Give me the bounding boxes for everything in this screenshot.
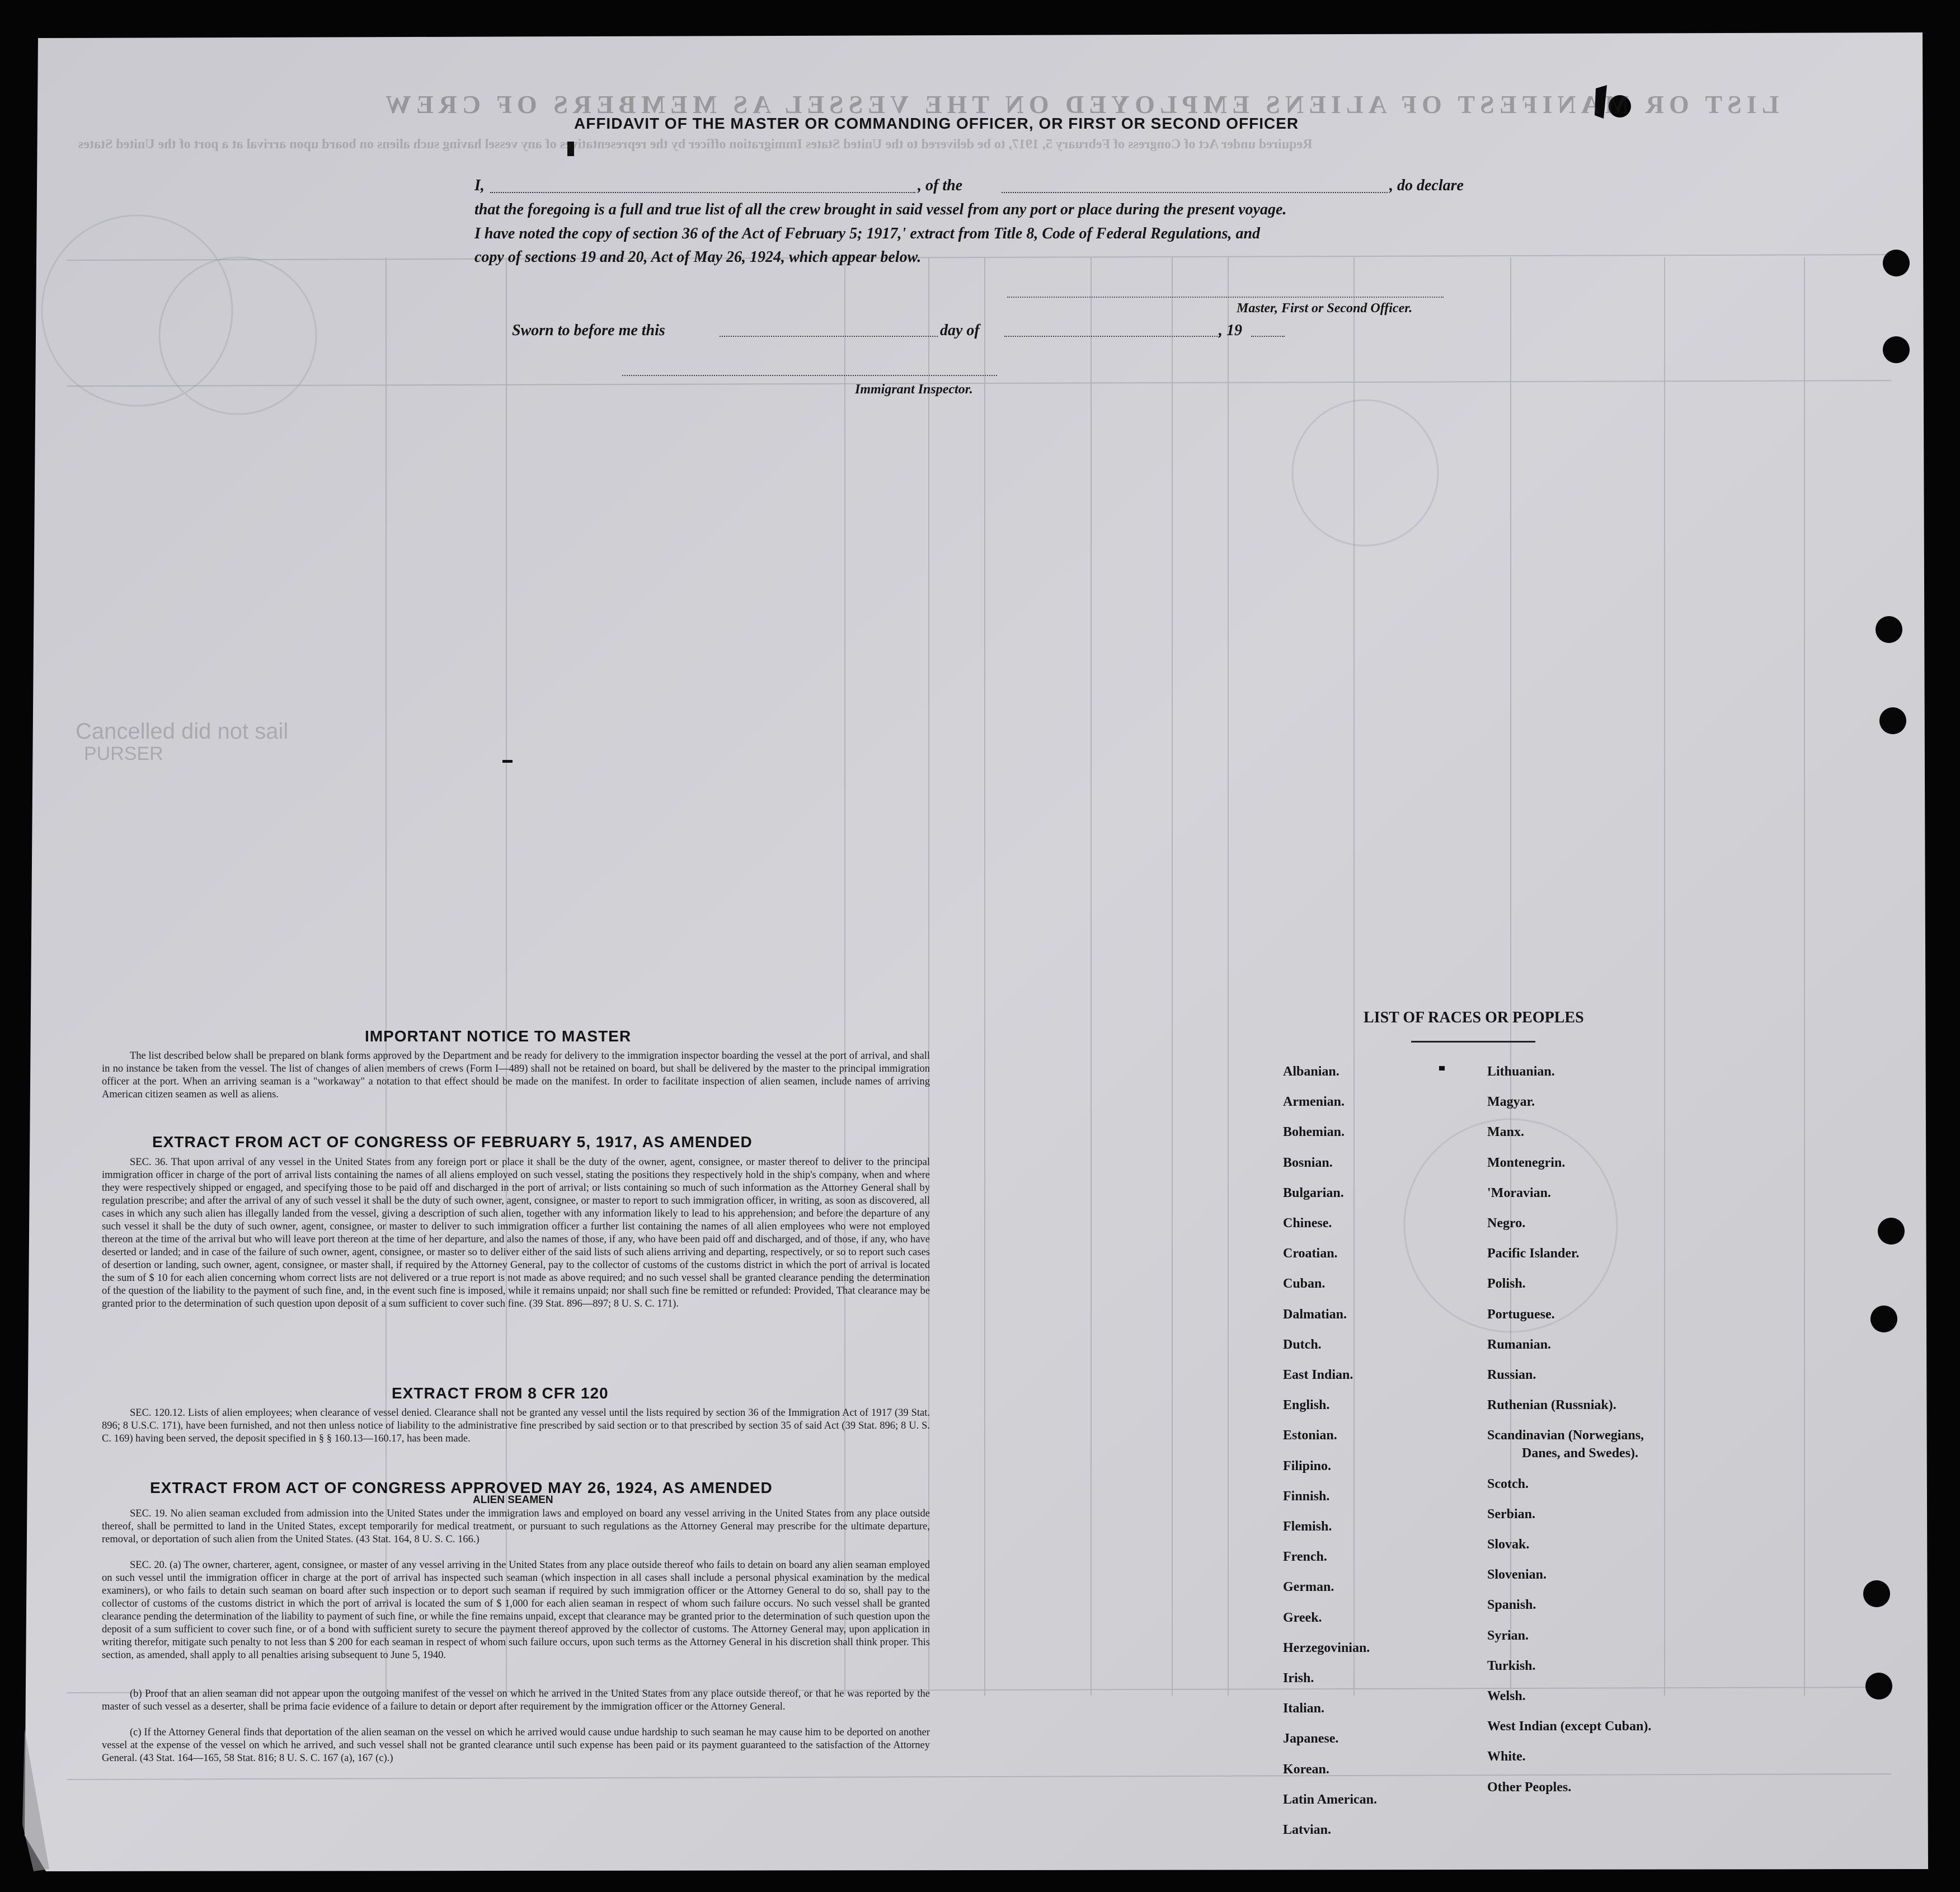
race-item: Dalmatian.: [1283, 1307, 1347, 1322]
race-item: Croatian.: [1283, 1246, 1338, 1261]
race-item: Montenegrin.: [1487, 1155, 1566, 1170]
race-item: Syrian.: [1487, 1628, 1529, 1643]
extract-1917-title: EXTRACT FROM ACT OF CONGRESS OF FEBRUARY 5, 1917, AS AMENDED: [152, 1133, 753, 1151]
race-item: German.: [1283, 1580, 1334, 1595]
notice-body: The list described below shall be prepared on blank forms approved by the Department and be ready for delivery to the immigration inspector boarding the vessel at the port of arrival, and shall in no instance be taken from the vessel. The list of changes of alien members of crews (Form I—489) shall not be retained on board, but shall be delivered by the master to the principal immigration officer at the port. When an arriving seaman is a "workaway" a notation to that effect should be made on the manifest. In order to facilitate inspection of alien seamen, include names of arriving American citizen seamen as well as aliens.: [102, 1050, 930, 1100]
affidavit-line-3: I have noted the copy of section 36 of the Act of February 5; 1917,' extract from Title 8, Code of Federal Regulations, and: [474, 225, 1261, 242]
extract-1924-title: EXTRACT FROM ACT OF CONGRESS APPROVED MAY 26, 1924, AS AMENDED: [150, 1479, 773, 1496]
race-item: Scotch.: [1487, 1476, 1529, 1491]
race-item: Latin American.: [1283, 1792, 1377, 1807]
sworn-month-field[interactable]: [1004, 336, 1220, 337]
notice-title: IMPORTANT NOTICE TO MASTER: [365, 1027, 632, 1045]
race-item: White.: [1487, 1749, 1526, 1764]
extract-1924-sec20a: SEC. 20. (a) The owner, charterer, agent, consignee, or master of any vessel arriving in the United States from any place outside thereof who fails to detain on board any alien seaman employed on such vessel until the immigration officer in charge at the port of arrival has inspected such seaman (which inspection in all cases shall include a personal physical examination by the medical examiners), or who fails to detain such seaman on board after such inspection or to deport such seaman if required by such immigration officer or the Attorney General to do so, shall pay to the collector of customs of the customs district in which the port of arrival is located the sum of $ 1,000 for each alien seaman in respect of whom such failure occurs. No such vessel shall be granted clearance pending the determination of the liability to payment of such fine, or while the fine remains unpaid, except that clearance may be granted prior to the determination of such question upon the deposit of a sum sufficient to cover such fine, or of a bond with sufficient surety to secure the payment thereof approved by the collector of customs. The Attorney General may, upon application in writing therefor, mitigate such penalty to not less than $ 200 for each seaman in respect of whom such failure occurs, upon such terms as the Attorney General in his discretion shall think proper. This section, as amended, shall apply to all penalties arising subsequent to June 5, 1940.: [102, 1560, 930, 1661]
race-item: Chinese.: [1283, 1216, 1332, 1231]
sworn-year-field[interactable]: [1251, 336, 1285, 337]
race-item: Bohemian.: [1283, 1125, 1345, 1140]
race-item: Cuban.: [1283, 1276, 1326, 1292]
affidavit-of-the: , of the: [918, 177, 963, 194]
race-item: 'Moravian.: [1487, 1185, 1551, 1200]
inspector-signature-field[interactable]: [622, 375, 997, 376]
races-title-rule: [1411, 1041, 1535, 1043]
race-item: Latvian.: [1283, 1823, 1332, 1837]
master-name-field[interactable]: [490, 192, 915, 193]
master-signature-field[interactable]: [1007, 297, 1444, 298]
race-item: Negro.: [1487, 1216, 1526, 1231]
race-item: Japanese.: [1283, 1731, 1339, 1747]
extract-cfr-title: EXTRACT FROM 8 CFR 120: [392, 1384, 609, 1402]
day-of-label: day of: [940, 322, 980, 339]
race-item: Slovak.: [1487, 1537, 1530, 1552]
race-item: Korean.: [1283, 1762, 1329, 1777]
bleed-through-subheader: Required under Act of Congress of February 5, 1917, to be delivered to the United States Immigration officer by the representatives of any vessel having such aliens on board upon arrival at a port of the United States: [78, 137, 1313, 152]
extract-1924-sec19: SEC. 19. No alien seaman excluded from admission into the United States under the immigration laws and employed on board any vessel arriving in the United States from any place outside thereof, shall be permitted to land in the United States, except temporarily for medical treatment, or pursuant to such regulations as the Attorney General may prescribe for the ultimate departure, removal, or deportation of such alien from the United States. (43 Stat. 164, 8 U. S. C. 166.): [102, 1508, 930, 1545]
race-item: West Indian (except Cuban).: [1487, 1719, 1652, 1734]
affidavit-line-2: that the foregoing is a full and true list of all the crew brought in said vessel from any port or place during the present voyage.: [474, 201, 1287, 218]
bleed-through-header: LIST OR MANIFEST OF ALIENS EMPLOYED ON THE VESSEL AS MEMBERS OF CREW: [380, 90, 1779, 119]
race-item: Portuguese.: [1487, 1307, 1555, 1322]
race-item: Slovenian.: [1487, 1567, 1547, 1583]
race-item: Finnish.: [1283, 1489, 1330, 1504]
affidavit-declare: , do declare: [1389, 177, 1464, 194]
race-item: Herzegovinian.: [1283, 1640, 1370, 1655]
purser-stamp: PURSER: [84, 743, 163, 764]
year-label: , 19: [1219, 322, 1242, 339]
master-officer-label: Master, First or Second Officer.: [1237, 301, 1413, 316]
cancelled-stamp: Cancelled did not sail: [76, 719, 289, 744]
race-item: Irish.: [1283, 1671, 1314, 1686]
race-item: Magyar.: [1487, 1095, 1535, 1110]
race-item: Flemish.: [1283, 1519, 1332, 1534]
race-item: Other Peoples.: [1487, 1780, 1572, 1795]
race-item: Ruthenian (Russniak).: [1487, 1398, 1616, 1413]
race-item: Welsh.: [1487, 1689, 1526, 1703]
race-item: East Indian.: [1283, 1368, 1353, 1382]
affidavit-line-4: copy of sections 19 and 20, Act of May 26, 1924, which appear below.: [474, 248, 922, 266]
race-item: Pacific Islander.: [1487, 1246, 1580, 1261]
affidavit-i: I,: [474, 177, 485, 194]
race-item: Serbian.: [1487, 1506, 1536, 1522]
inspector-label: Immigrant Inspector.: [855, 382, 973, 397]
race-item: Dutch.: [1283, 1337, 1322, 1352]
race-item: Filipino.: [1283, 1458, 1332, 1473]
affidavit-title: AFFIDAVIT OF THE MASTER OR COMMANDING OFFICER, OR FIRST OR SECOND OFFICER: [574, 115, 1299, 132]
vessel-name-field[interactable]: [1002, 192, 1388, 193]
sworn-label: Sworn to before me this: [512, 322, 665, 339]
race-item: Polish.: [1487, 1276, 1526, 1292]
races-title: LIST OF RACES OR PEOPLES: [1364, 1009, 1584, 1026]
race-item: Estonian.: [1283, 1428, 1337, 1443]
race-item: Albanian.: [1283, 1064, 1339, 1079]
sworn-date-field[interactable]: [720, 336, 938, 337]
extract-cfr-body: SEC. 120.12. Lists of alien employees; when clearance of vessel denied. Clearance shall not be granted any vessel until the lists required by section 36 of the Immigration Act of 1917 (39 Stat. 896; 8 U.S.C. 171), have been furnished, and not then unless notice of liability to the administrative fine prescribed by said section or to that prescribed by section 35 of said Act (39 Stat. 896; 8 U. S. C. 169) having been served, the deposit specified in § § 160.13—160.17, has been made.: [102, 1407, 930, 1444]
race-item: Lithuanian.: [1487, 1064, 1555, 1079]
race-item: Rumanian.: [1487, 1337, 1552, 1352]
extract-1924-subtitle: ALIEN SEAMEN: [473, 1494, 553, 1506]
race-item: Bosnian.: [1283, 1155, 1333, 1170]
extract-1917-body: SEC. 36. That upon arrival of any vessel in the United States from any foreign port or place it shall be the duty of the owner, agent, consignee, or master thereof to deliver to the principal immigration officer in charge of the port of arrival lists containing the names of all aliens employed on such vessel, stating the positions they respectively hold in the ship's company, when and where they were respectively shipped or engaged, and specifying those to be paid off and discharged in the port of arrival; or lists containing so much of such information as the Attorney General shall by regulation prescribe; and after the arrival of any of such vessel it shall be the duty of such owner, agent, consignee, or master to report to such immigration officer, in writing, as soon as discovered, all cases in which any such alien has illegally landed from the vessel, giving a description of such alien, together with any information likely to lead to his apprehension; and before the departure of any such vessel it shall be the duty of such owner, agent, consignee, or master to deliver to such immigration officer a further list containing the names of all alien employees who were not employed thereon at the time of the arrival but who will leave port thereon at the time of her departure, and also the names of those, if any, who have been paid off and discharged, and of those, if any, who have deserted or landed; and in case of the failure of such owner, agent, consignee, or master so to deliver either of the said lists of such aliens arriving and departing, respectively, or so to report such cases of desertion or landing, such owner, agent, consignee, or master shall, if required by the Attorney General, pay to the collector of customs of the customs district in which the port of arrival is located the sum of $ 10 for each alien concerning whom correct lists are not delivered or a true report is not made as above required; and no such vessel shall be granted clearance pending the determination of the question of the liability to the payment of such fine, and, in the event such fine is imposed, while it remains unpaid; nor shall such fine be remitted or refunded: Provided, That clearance may be granted prior to the determination of such question upon deposit of a sum sufficient to cover such fine. (39 Stat. 896—897; 8 U. S. C. 171).: [102, 1157, 930, 1309]
race-item: Russian.: [1487, 1368, 1536, 1382]
race-item: Turkish.: [1487, 1658, 1536, 1673]
race-item: French.: [1283, 1550, 1327, 1565]
extract-1924-sec20c: (c) If the Attorney General finds that deportation of the alien seaman on the vessel on which he arrived would cause undue hardship to such seaman he may cause him to be deported on another vessel at the expense of the vessel on which he arrived, and such vessel shall not be granted clearance until such expense has been paid or its payment guaranteed to the satisfaction of the Attorney General. (43 Stat. 164—165, 58 Stat. 816; 8 U. S. C. 167 (a), 167 (c).): [102, 1727, 930, 1764]
race-item: Bulgarian.: [1283, 1185, 1344, 1200]
race-item: Italian.: [1283, 1701, 1325, 1716]
race-item: Greek.: [1283, 1610, 1322, 1625]
race-item: Danes, and Swedes).: [1522, 1446, 1639, 1461]
race-item: Scandinavian (Norwegians,: [1487, 1428, 1644, 1443]
race-item: English.: [1283, 1398, 1330, 1413]
race-item: Spanish.: [1487, 1598, 1536, 1613]
race-item: Armenian.: [1283, 1095, 1345, 1110]
race-item: Manx.: [1487, 1125, 1524, 1140]
extract-1924-sec20b: (b) Proof that an alien seaman did not appear upon the outgoing manifest of the vessel on which he arrived in the United States from any place outside thereof, or that he was reported by the master of such vessel as a deserter, shall be prima facie evidence of a failure to detain or deport after requirement by the immigration officer or the Attorney General.: [102, 1688, 930, 1712]
